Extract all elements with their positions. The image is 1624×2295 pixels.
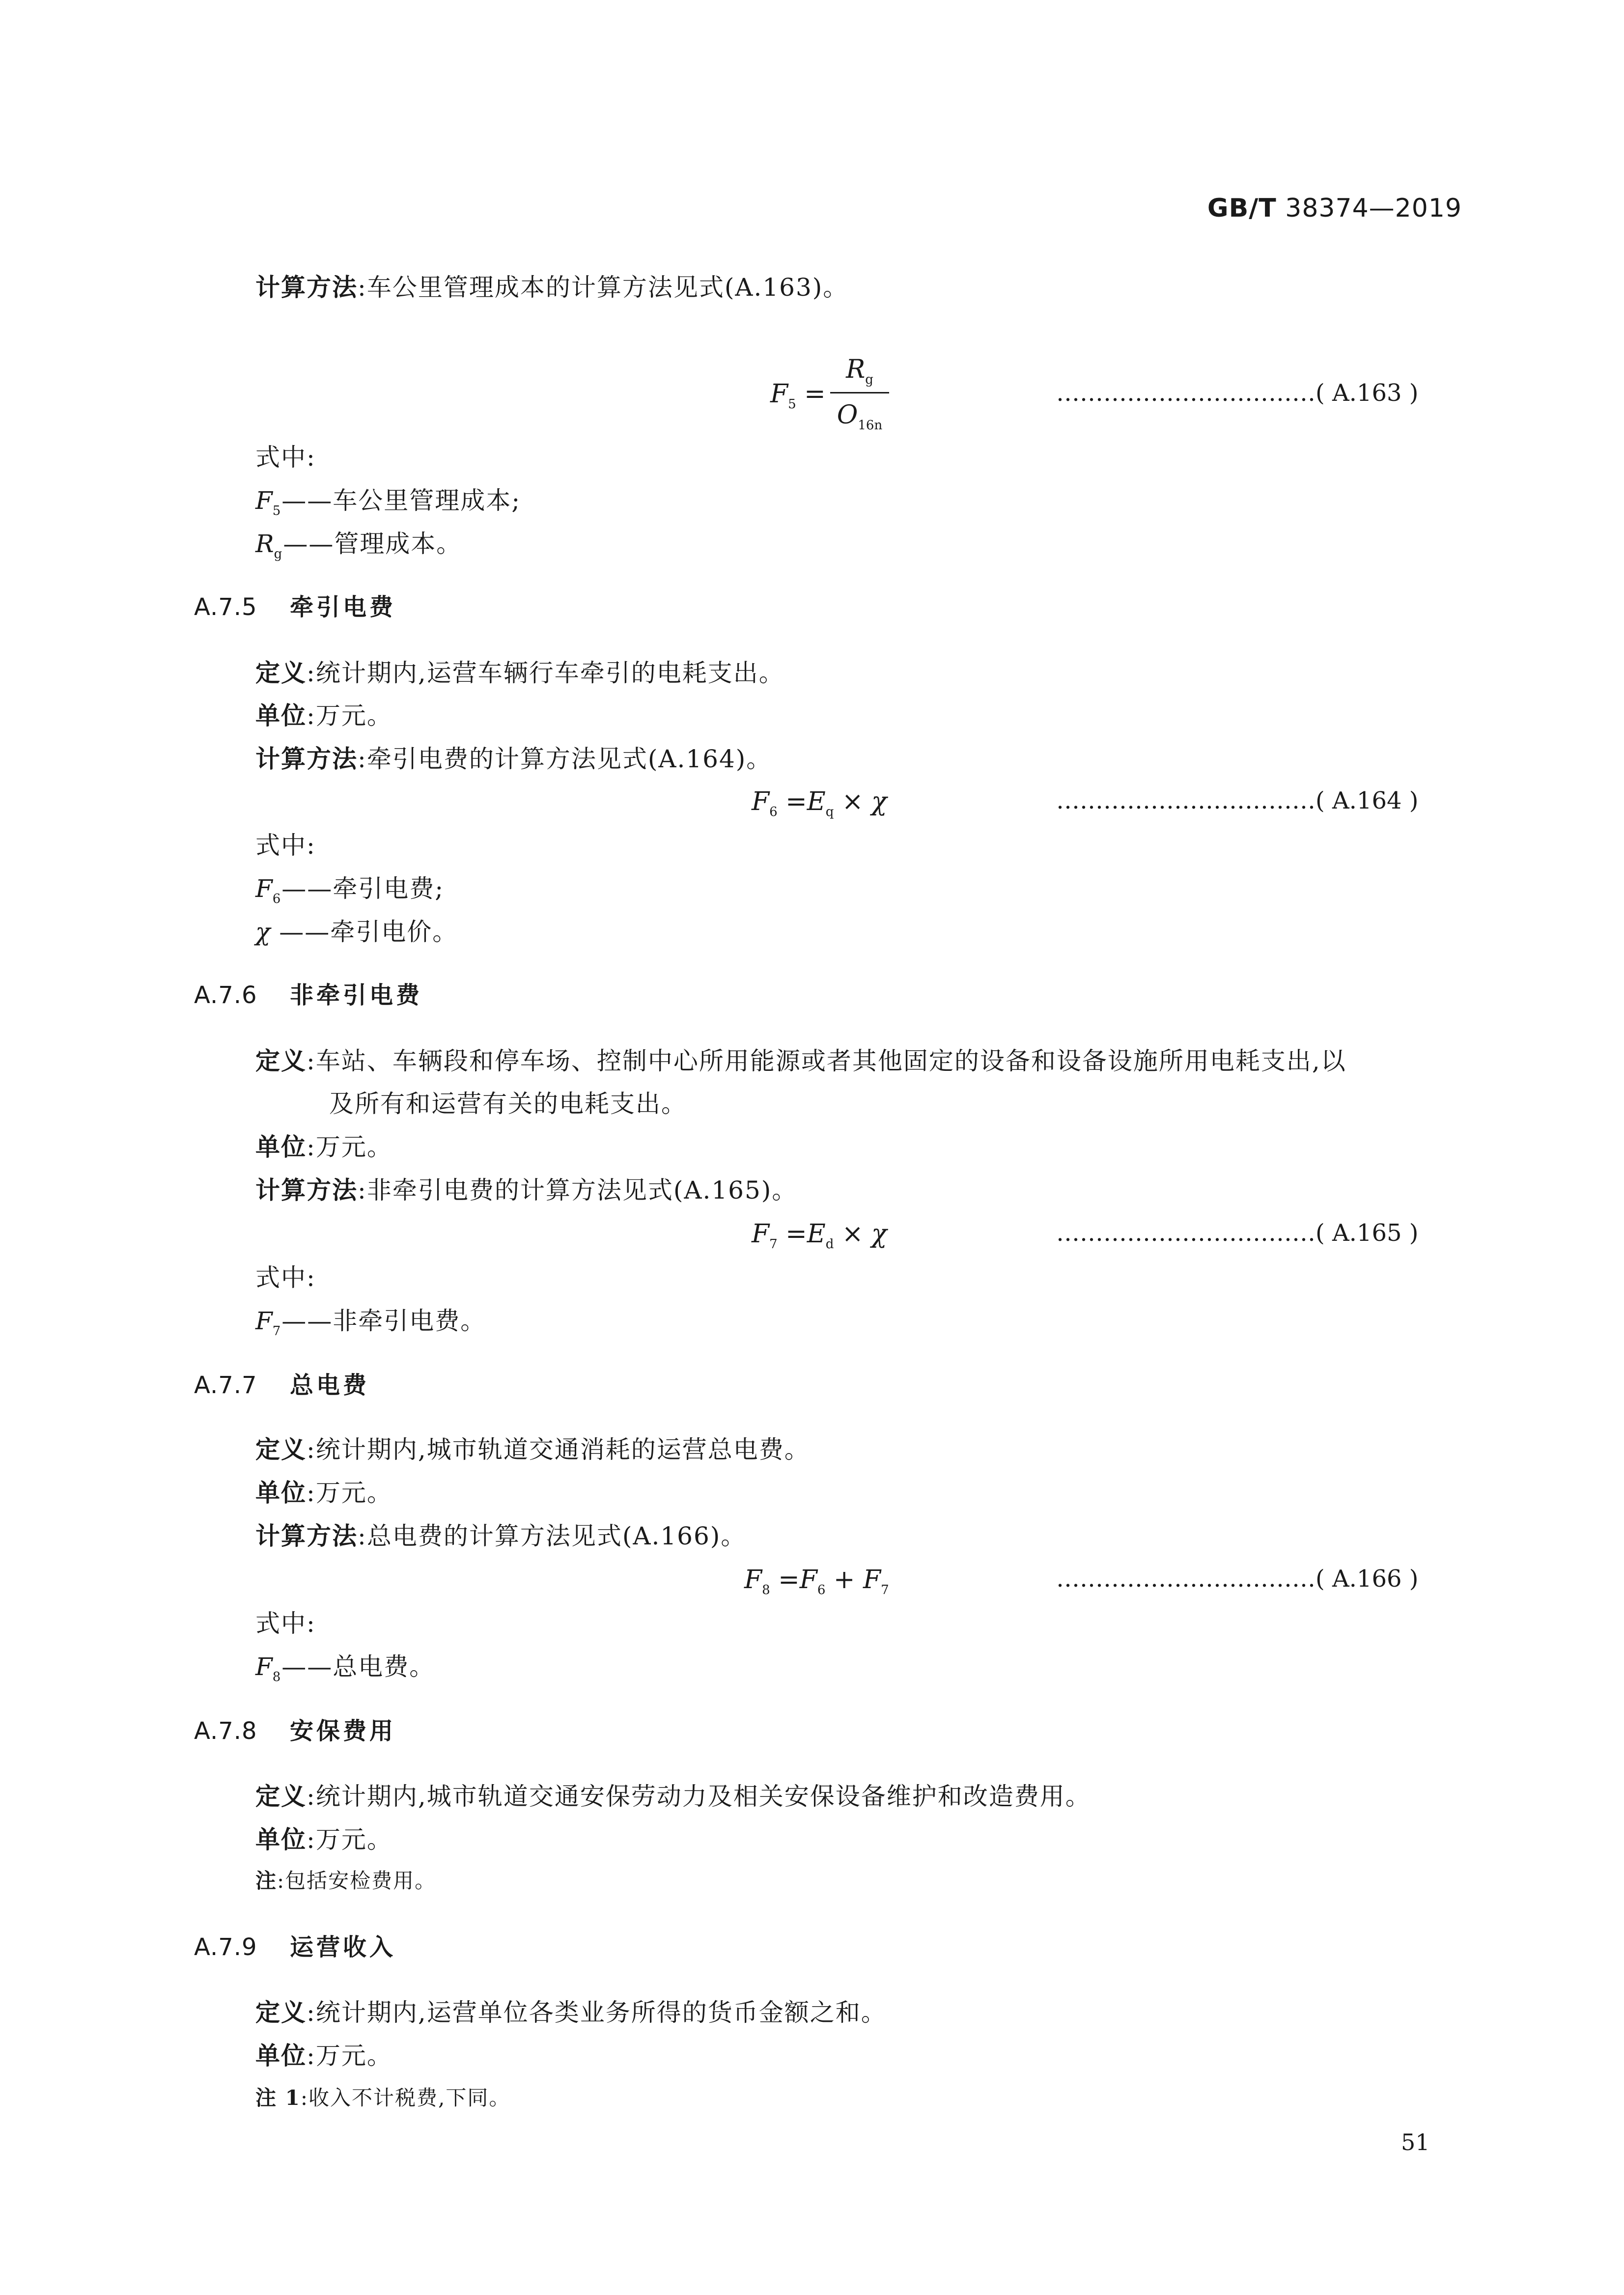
where-item bbox=[255, 532, 462, 560]
formula-166-number: ……………………………( A.166 ) bbox=[1056, 1565, 1419, 1593]
definition-text: :统计期内,运营单位各类业务所得的货币金额之和。 bbox=[307, 1998, 887, 2027]
fraction-bar bbox=[830, 392, 889, 393]
standard-number bbox=[1207, 196, 1462, 221]
unit-label: 单位 bbox=[255, 2041, 307, 2070]
where-subscript: g bbox=[274, 547, 283, 561]
formula-subscript: q bbox=[825, 805, 834, 819]
formula-subscript: d bbox=[825, 1237, 834, 1252]
unit-text: :万元。 bbox=[307, 701, 392, 730]
definition-line bbox=[255, 658, 784, 687]
unit-line bbox=[255, 703, 392, 728]
where-label: 式中: bbox=[255, 1263, 316, 1292]
where-symbol: χ bbox=[255, 918, 271, 946]
where-text: ——管理成本。 bbox=[283, 530, 462, 558]
note-text: :包括安检费用。 bbox=[277, 1869, 437, 1893]
section-title: 总电费 bbox=[290, 1371, 370, 1399]
numerator-subscript: g bbox=[865, 372, 873, 387]
where-text: ——牵引电费; bbox=[281, 874, 445, 903]
section-number: A.7.9 bbox=[194, 1933, 257, 1961]
section-heading-a775 bbox=[194, 595, 396, 619]
denominator-symbol: O bbox=[837, 400, 858, 430]
where-item bbox=[255, 488, 521, 517]
formula-164 bbox=[752, 789, 887, 818]
definition-label: 定义 bbox=[255, 658, 307, 687]
formula-subscript: 7 bbox=[881, 1583, 889, 1597]
definition-label: 定义 bbox=[255, 1046, 307, 1075]
method-line-163 bbox=[255, 275, 848, 300]
note-line bbox=[255, 2088, 510, 2108]
unit-label: 单位 bbox=[255, 701, 307, 730]
definition-line bbox=[255, 1046, 1346, 1075]
section-number: A.7.5 bbox=[194, 593, 257, 621]
section-heading-a776 bbox=[194, 983, 422, 1007]
denominator-subscript: 16n bbox=[858, 418, 883, 433]
section-title: 运营收入 bbox=[290, 1933, 396, 1961]
standard-code: GB/T bbox=[1207, 194, 1277, 223]
formula-165 bbox=[752, 1221, 887, 1251]
where-symbol: F bbox=[255, 1652, 273, 1681]
formula-163-lhs bbox=[770, 381, 826, 411]
formula-rhs: =E bbox=[777, 1219, 826, 1249]
where-symbol: F bbox=[255, 874, 273, 903]
formula-166 bbox=[744, 1567, 889, 1596]
equals-sign: = bbox=[796, 379, 826, 409]
where-subscript: 5 bbox=[272, 504, 282, 518]
fraction-numerator bbox=[846, 355, 873, 387]
definition-label: 定义 bbox=[255, 1998, 307, 2027]
definition-text: :统计期内,城市轨道交通消耗的运营总电费。 bbox=[307, 1435, 810, 1464]
where-item bbox=[255, 920, 458, 944]
method-label: 计算方法 bbox=[255, 1175, 358, 1204]
method-line bbox=[255, 744, 772, 773]
method-line bbox=[255, 1521, 747, 1550]
note-label: 注 bbox=[255, 1869, 278, 1893]
where-subscript: 8 bbox=[272, 1670, 282, 1684]
where-text: ——非牵引电费。 bbox=[281, 1307, 486, 1335]
formula-symbol: F bbox=[770, 379, 788, 409]
definition-text: :车站、车辆段和停车场、控制中心所用能源或者其他固定的设备和设备设施所用电耗支出,以 bbox=[307, 1047, 1346, 1075]
section-number: A.7.6 bbox=[194, 981, 257, 1009]
unit-line bbox=[255, 2043, 392, 2068]
section-heading-a778 bbox=[194, 1719, 396, 1743]
method-line bbox=[255, 1175, 798, 1204]
where-symbol: R bbox=[255, 530, 274, 558]
method-text: :总电费的计算方法见式(A.166)。 bbox=[358, 1522, 747, 1550]
page-number: 51 bbox=[1401, 2129, 1430, 2155]
unit-text: :万元。 bbox=[307, 1133, 392, 1161]
unit-line bbox=[255, 1478, 392, 1507]
formula-subscript: 5 bbox=[788, 397, 796, 412]
where-label-163: 式中: bbox=[255, 443, 316, 472]
formula-rhs-tail: × χ bbox=[834, 1219, 887, 1249]
unit-text: :万元。 bbox=[307, 1479, 392, 1507]
formula-rhs-tail: × χ bbox=[834, 787, 887, 816]
where-item bbox=[255, 1654, 435, 1683]
where-label: 式中: bbox=[255, 831, 316, 860]
formula-subscript: 6 bbox=[769, 805, 778, 819]
where-symbol: F bbox=[255, 1307, 273, 1335]
section-title: 安保费用 bbox=[290, 1717, 396, 1745]
method-label: 计算方法 bbox=[255, 1521, 358, 1550]
where-item bbox=[255, 1309, 486, 1338]
unit-line bbox=[255, 1827, 392, 1852]
formula-rhs: =F bbox=[770, 1565, 817, 1595]
definition-text: :统计期内,城市轨道交通安保劳动力及相关安保设备维护和改造费用。 bbox=[307, 1782, 1091, 1811]
where-text: ——总电费。 bbox=[281, 1652, 435, 1681]
formula-163-fraction bbox=[830, 355, 889, 433]
formula-rhs: =E bbox=[777, 787, 826, 816]
definition-text: :统计期内,运营车辆行车牵引的电耗支出。 bbox=[307, 659, 784, 687]
method-label: 计算方法 bbox=[255, 744, 358, 773]
standard-year: 38374—2019 bbox=[1276, 194, 1462, 223]
formula-163-number: ……………………………( A.163 ) bbox=[1056, 379, 1419, 407]
formula-164-number: ……………………………( A.164 ) bbox=[1056, 787, 1419, 814]
where-symbol: F bbox=[255, 486, 273, 515]
definition-line bbox=[255, 1437, 810, 1462]
unit-text: :万元。 bbox=[307, 2042, 392, 2070]
unit-text: :万元。 bbox=[307, 1825, 392, 1854]
method-label: 计算方法 bbox=[255, 273, 358, 302]
section-heading-a777 bbox=[194, 1373, 369, 1397]
formula-symbol: F bbox=[744, 1565, 762, 1595]
method-text: :非牵引电费的计算方法见式(A.165)。 bbox=[358, 1176, 798, 1204]
unit-label: 单位 bbox=[255, 1132, 307, 1161]
numerator-symbol: R bbox=[846, 355, 866, 384]
where-label: 式中: bbox=[255, 1609, 316, 1638]
definition-line bbox=[255, 2000, 887, 2025]
where-text: ——牵引电价。 bbox=[270, 918, 458, 946]
unit-label: 单位 bbox=[255, 1825, 307, 1854]
where-item bbox=[255, 876, 444, 905]
method-text: :牵引电费的计算方法见式(A.164)。 bbox=[358, 745, 772, 773]
formula-subscript: 6 bbox=[817, 1583, 826, 1597]
method-text: :车公里管理成本的计算方法见式(A.163)。 bbox=[358, 273, 849, 302]
note-label: 注 1 bbox=[255, 2086, 301, 2110]
formula-subscript: 8 bbox=[762, 1583, 770, 1597]
unit-label: 单位 bbox=[255, 1478, 307, 1507]
definition-line bbox=[255, 1784, 1091, 1809]
where-subscript: 7 bbox=[272, 1324, 282, 1339]
section-number: A.7.7 bbox=[194, 1371, 257, 1399]
formula-165-number: ……………………………( A.165 ) bbox=[1056, 1219, 1419, 1247]
definition-continuation: 及所有和运营有关的电耗支出。 bbox=[329, 1090, 687, 1118]
where-text: ——车公里管理成本; bbox=[281, 486, 521, 515]
where-subscript: 6 bbox=[272, 892, 282, 906]
formula-symbol: F bbox=[752, 1219, 770, 1249]
section-heading-a779 bbox=[194, 1935, 396, 1959]
note-text: :收入不计税费,下同。 bbox=[300, 2086, 511, 2110]
unit-line bbox=[255, 1132, 392, 1161]
formula-symbol: F bbox=[752, 787, 770, 816]
section-number: A.7.8 bbox=[194, 1717, 257, 1745]
fraction-denominator bbox=[837, 400, 882, 433]
note-line bbox=[255, 1871, 436, 1891]
definition-label: 定义 bbox=[255, 1782, 307, 1811]
formula-rhs-tail: + F bbox=[825, 1565, 881, 1595]
definition-label: 定义 bbox=[255, 1435, 307, 1464]
section-title: 非牵引电费 bbox=[290, 981, 423, 1009]
formula-subscript: 7 bbox=[769, 1237, 778, 1252]
section-title: 牵引电费 bbox=[290, 593, 396, 621]
